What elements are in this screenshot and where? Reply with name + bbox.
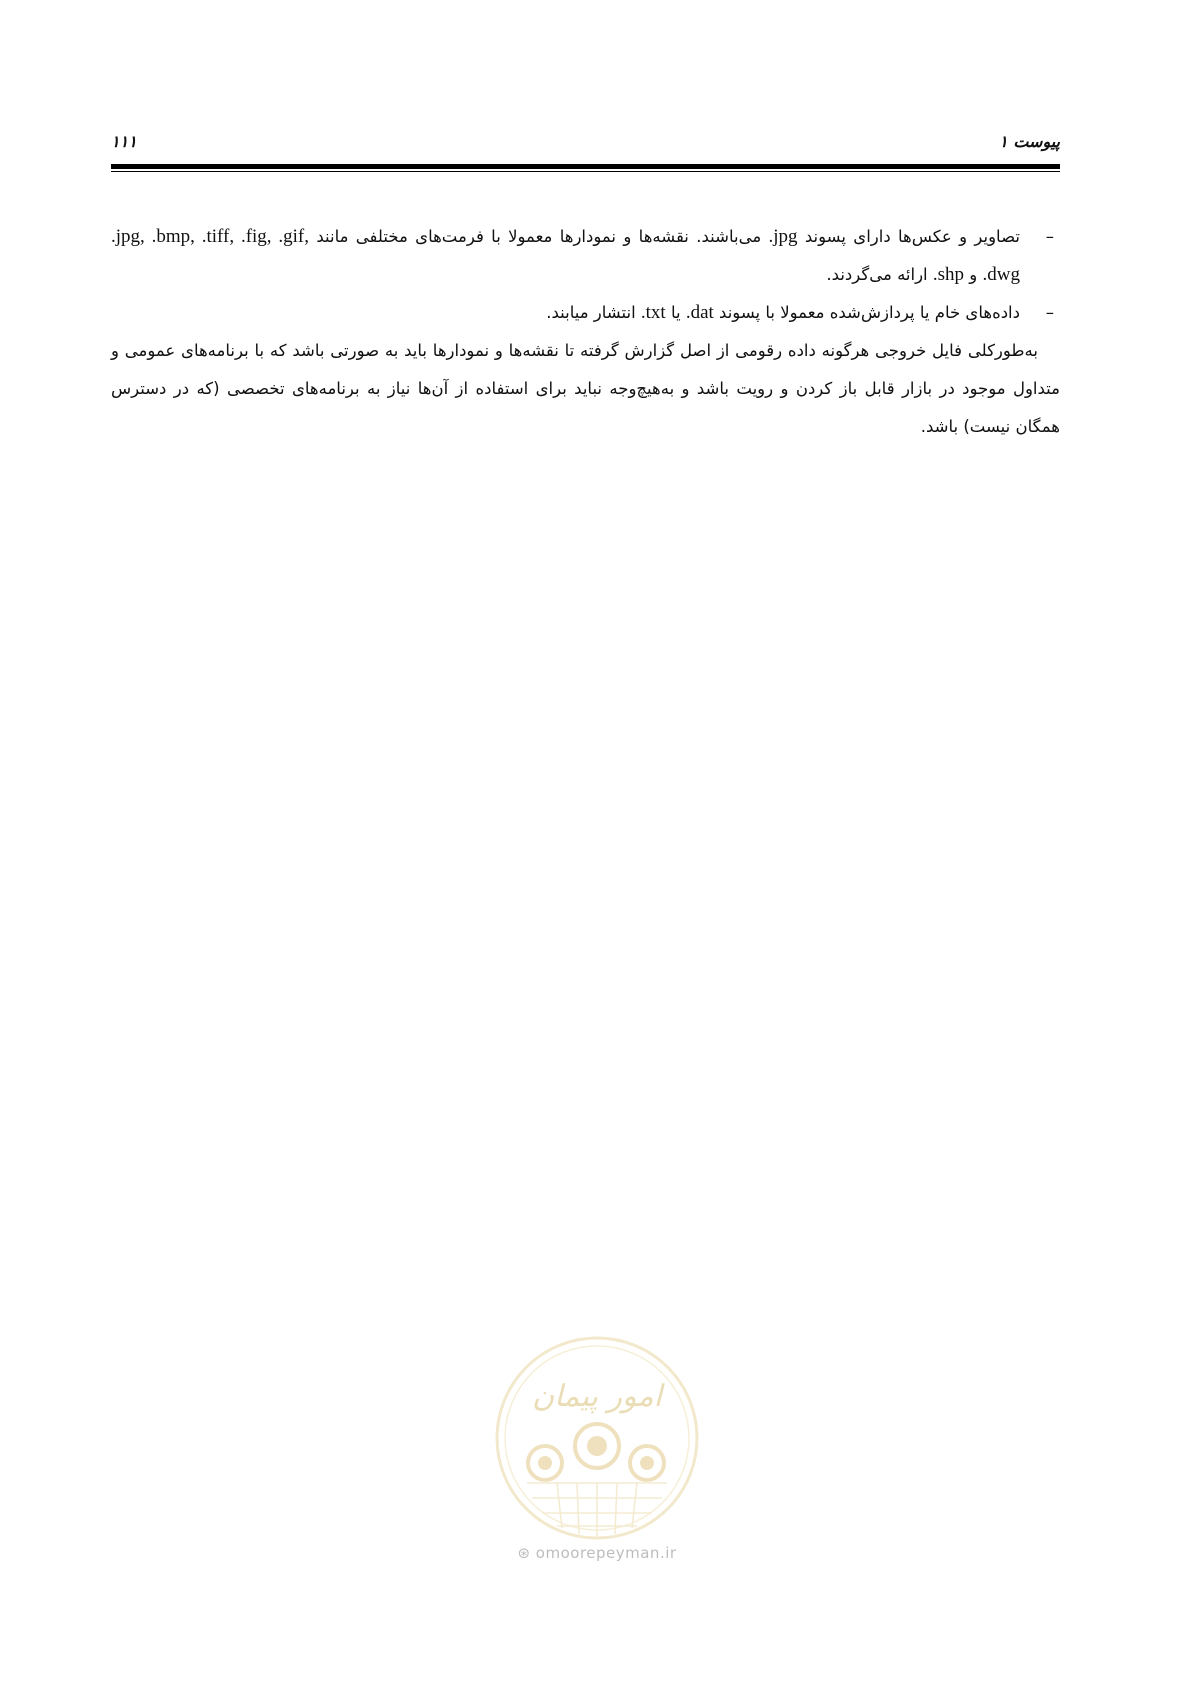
watermark-url: ⊛ omoorepeyman.ir <box>517 1544 677 1562</box>
bullet-item-images <box>111 218 1060 294</box>
bullet-text: می‌باشند. نقشه‌ها و نمودارها معمولا با فرمت‌های مختلفی مانند <box>309 227 769 246</box>
bullet-dash: – <box>1045 303 1054 322</box>
bullet-dash: – <box>1045 227 1054 246</box>
extension-dat: .dat <box>685 302 714 323</box>
bullet-text: تصاویر و عکس‌ها دارای پسوند <box>797 227 1020 246</box>
bullet-text: انتشار میابند. <box>546 303 641 322</box>
watermark-logo <box>487 1328 707 1578</box>
bullet-text: یا <box>665 303 686 322</box>
extension-jpg: .jpg <box>768 226 798 247</box>
bullet-text: ارائه می‌گردند. <box>826 265 933 284</box>
extension-txt: .txt <box>640 302 666 323</box>
watermark-logo-text: امور پیمان <box>532 1379 662 1414</box>
bullet-text: و <box>964 265 983 284</box>
extension-list: .jpg, .bmp, .tiff, .fig, .gif, .dwg <box>111 226 1020 285</box>
section-title: پیوست ۱ <box>999 132 1060 151</box>
extension-shp: .shp <box>932 264 965 285</box>
body-paragraph: به‌طورکلی فایل خروجی هرگونه داده رقومی از اصل گزارش گرفته تا نقشه‌ها و نمودارها باید به صورتی باشد که با برنامه‌های عمومی و متداول موجود در بازار قابل باز کردن و رویت باشد و به‌هیچ‌وجه نباید برای استفاده از آن‌ها نیاز به برنامه‌های تخصصی (که در دسترس همگان نیست) باشد. <box>111 341 1060 436</box>
header-rule-thin <box>111 171 1060 172</box>
page-header <box>111 128 1060 158</box>
page-body <box>111 218 1060 446</box>
header-rule-thick <box>111 164 1060 169</box>
page-number: ۱۱۱ <box>111 132 137 151</box>
bullet-item-data <box>111 294 1060 332</box>
bullet-text: داده‌های خام یا پردازش‌شده معمولا با پسوند <box>713 303 1020 322</box>
